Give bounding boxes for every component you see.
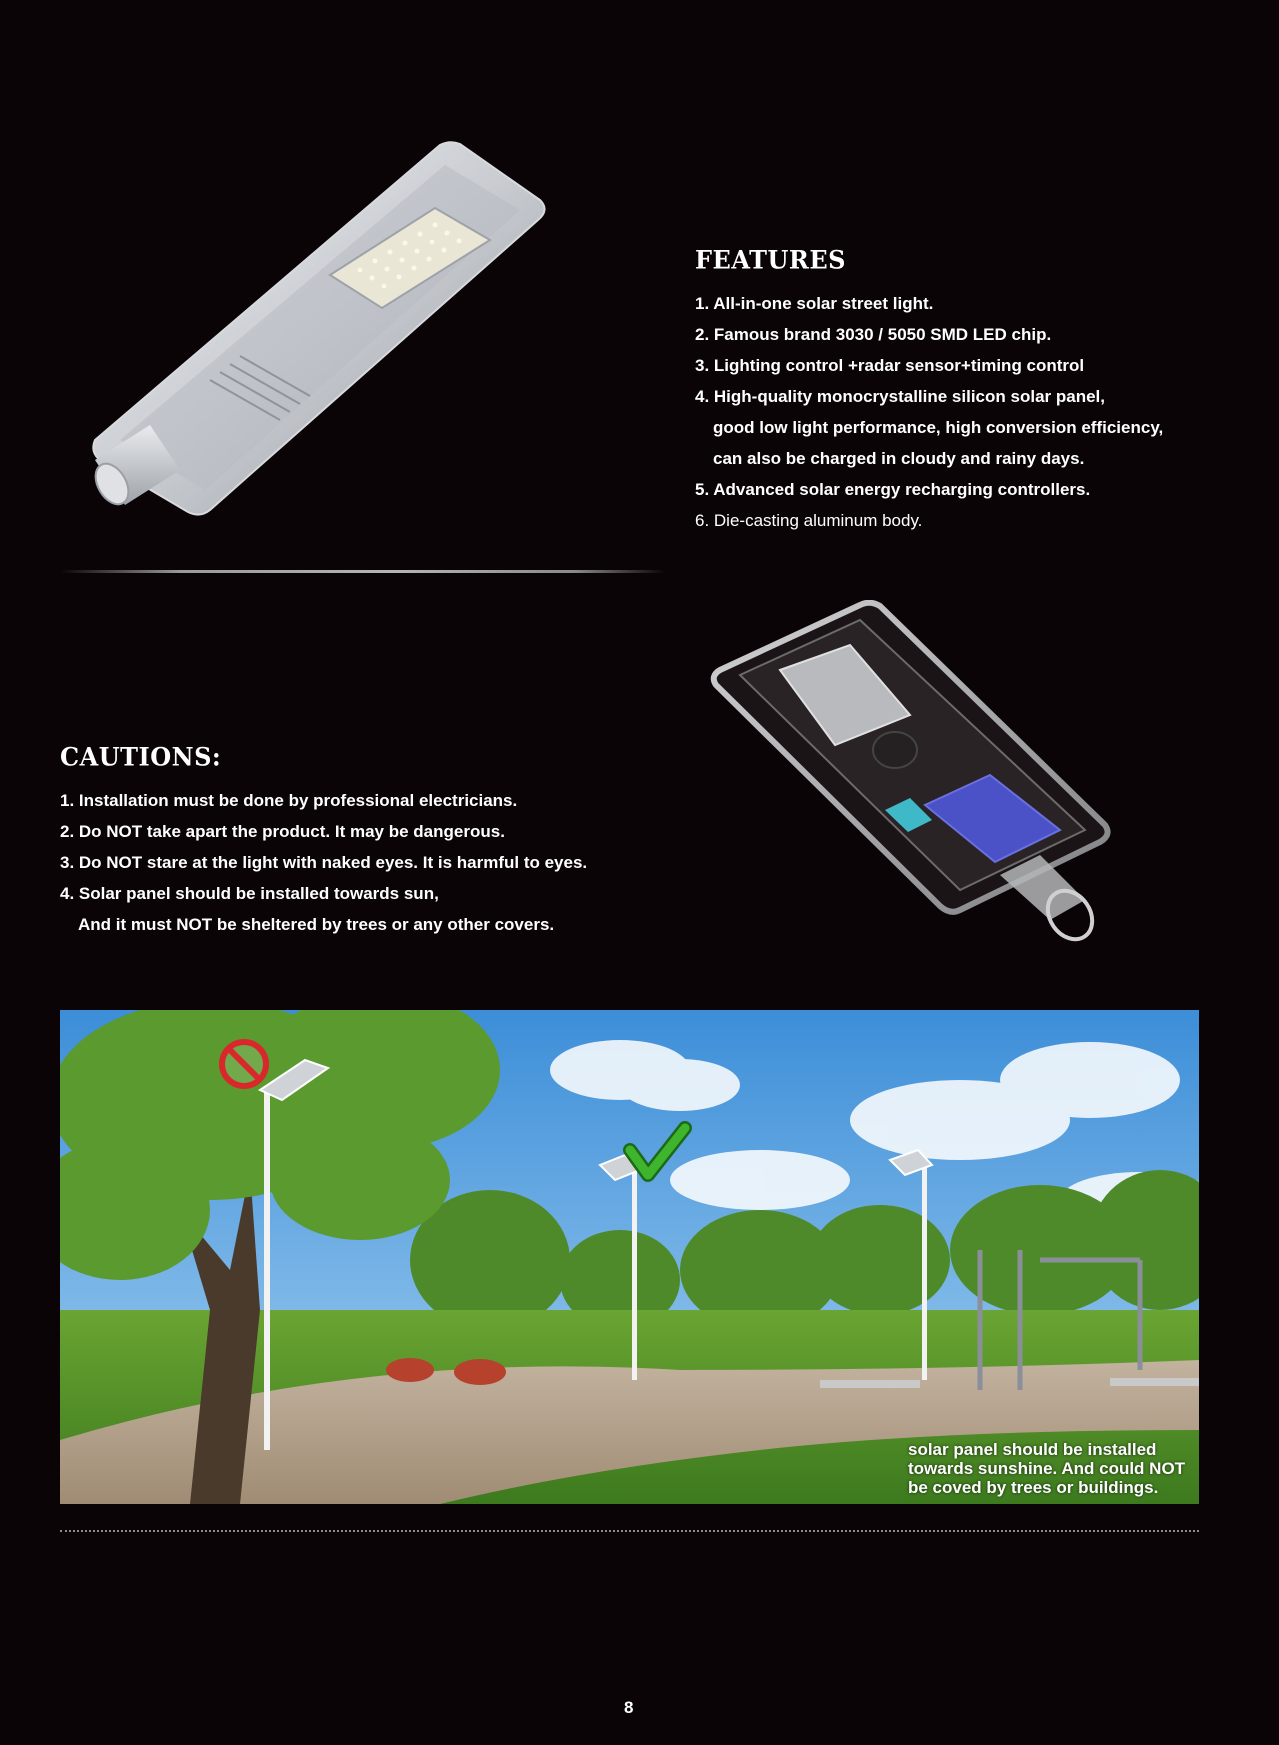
features-heading: FEATURES	[695, 244, 846, 275]
feature-item: 5. Advanced solar energy recharging controllers.	[695, 480, 1091, 499]
features-section	[695, 245, 1163, 536]
features-list	[695, 288, 1163, 536]
park-scene-image	[60, 1010, 1199, 1504]
dotted-divider	[60, 1530, 1199, 1532]
feature-item: 2. Famous brand 3030 / 5050 SMD LED chip.	[695, 325, 1052, 344]
cautions-heading: CAUTIONS:	[60, 741, 222, 772]
caution-item: 4. Solar panel should be installed towards sun, And it must NOT be sheltered by trees or any other covers.	[60, 884, 555, 934]
street-light-underside-image	[710, 600, 1120, 960]
section-divider	[60, 570, 665, 573]
feature-item: 6. Die-casting aluminum body.	[695, 511, 923, 530]
prohibited-icon	[222, 1042, 266, 1086]
street-light-product-image	[90, 140, 610, 560]
caution-item: 2. Do NOT take apart the product. It may be dangerous.	[60, 822, 505, 841]
feature-item: 3. Lighting control +radar sensor+timing control	[695, 356, 1085, 375]
feature-item: 1. All-in-one solar street light.	[695, 294, 934, 313]
cautions-list	[60, 785, 587, 940]
cautions-section	[60, 742, 587, 940]
caution-item: 1. Installation must be done by professional electricians.	[60, 791, 518, 810]
feature-item: 4. High-quality monocrystalline silicon solar panel, good low light performance, high conversion efficiency, can also be charged in cloudy and rainy days.	[695, 387, 1164, 468]
scene-caption: solar panel should be installed towards sunshine. And could NOT be coved by trees or buildings.	[908, 1440, 1186, 1497]
caution-item: 3. Do NOT stare at the light with naked eyes. It is harmful to eyes.	[60, 853, 588, 872]
page-number: 8	[624, 1698, 634, 1717]
